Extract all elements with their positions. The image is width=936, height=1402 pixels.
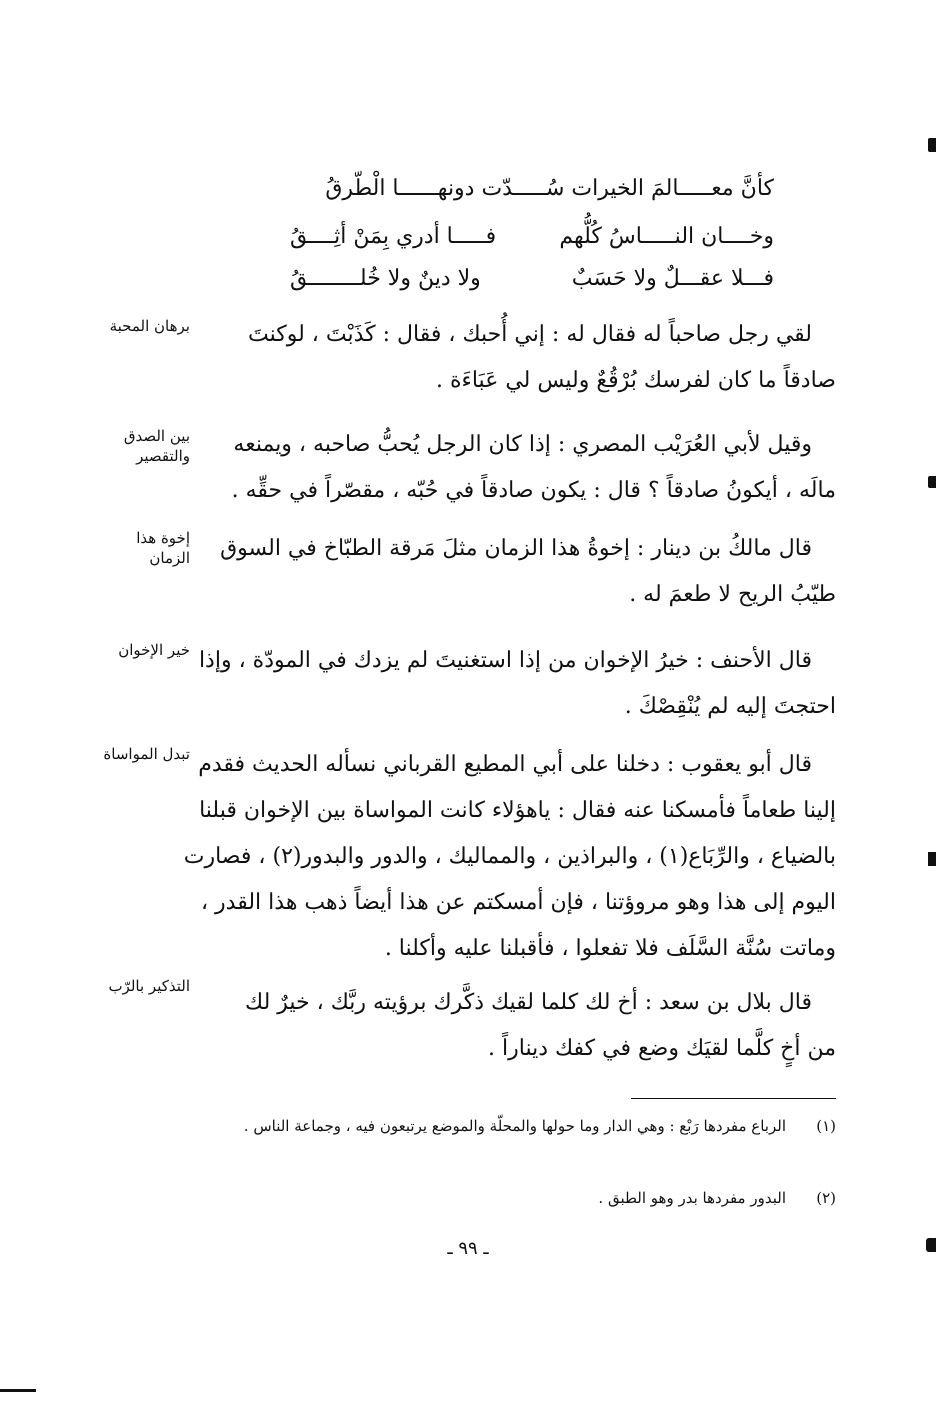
- side-note-change-of-sharing: [80, 744, 190, 764]
- paragraph-line: طيّبُ الريح لا طعمَ له .: [629, 582, 836, 607]
- paragraph-line: بالضياع ، والرِّبَاع(١) ، والبراذين ، والمماليك ، والدور والبدور(٢) ، فصارت: [183, 844, 836, 869]
- footnote-number: (٢): [816, 1189, 836, 1207]
- paragraph-line: صادقاً ما كان لفرسك بُرْقُعٌ وليس لي عَبَاءَة .: [436, 368, 836, 393]
- paragraph-line: قال مالكُ بن دينار : إخوةُ هذا الزمان مثلَ مَرقة الطبّاخ في السوق: [220, 536, 812, 561]
- side-note-love-proof: [80, 316, 190, 336]
- side-note-line: إخوة هذا: [136, 529, 190, 547]
- paragraph-line: وماتت سُنَّة السَّلَف فلا تفعلوا ، فأقبلنا عليه وأكلنا .: [384, 936, 836, 961]
- side-note-brothers-of-era: [80, 528, 190, 569]
- footnote-text: الرباع مفردها رَبْع : وهي الدار وما حولها والمحلّة والموضع يرتبعون فيه ، وجماعة الناس .: [243, 1117, 786, 1135]
- poem-line-1: كأنَّ معـــــالمَ الخيرات سُـــــدّت دونهــــــا الْطّرقُ: [325, 176, 774, 201]
- side-note-line: تبدل المواساة: [103, 745, 190, 763]
- poem-line-3-left: ولا دينٌ ولا خُلــــــــقُ: [290, 266, 481, 291]
- side-note-line: والتقصير: [136, 447, 190, 466]
- side-note-line: التذكير بالرّب: [108, 977, 190, 995]
- paragraph-line: اليوم إلى هذا وهو مروؤتنا ، فإن أمسكتم عن هذا أيضاً ذهب هذا القدر ،: [200, 890, 836, 915]
- poem-line-2-left: فـــــا أدري بِمَنْ أثِــــقُ: [290, 224, 497, 249]
- footnote-1: [208, 1112, 836, 1140]
- paragraph-love-proof: [211, 312, 836, 404]
- footnote-number: (١): [816, 1117, 836, 1135]
- paragraph-line: لقي رجل صاحباً له فقال له : إني أُحبك ، فقال : كَذَبْتَ ، لوكنتَ: [248, 322, 812, 347]
- edge-mark-top: [928, 138, 936, 152]
- paragraph-best-brothers: [198, 638, 836, 730]
- page-number: ـ ٩٩ ـ: [447, 1238, 489, 1259]
- paragraph-change-of-sharing: [183, 742, 836, 972]
- paragraph-line: وقيل لأبي العُرَيْب المصري : إذا كان الرجل يُحبُّ صاحبه ، ويمنعه: [233, 432, 812, 457]
- paragraph-line: قال بلال بن سعد : أخ لك كلما لقيك ذكَّرك برؤيته ربَّك ، خيرٌ لك: [245, 990, 812, 1015]
- paragraph-line: احتجتَ إليه لم يُنْقِصْكَ .: [624, 694, 836, 719]
- paragraph-line: مالَه ، أيكونُ صادقاً ؟ قال : يكون صادقاً في حُبّه ، مقصّراً في حقِّه .: [231, 478, 836, 503]
- paragraph-truth-shortcoming: [211, 422, 836, 514]
- paragraph-line: قال الأحنف : خيرُ الإخوان من إذا استغنيتَ لم يزدك في المودّة ، وإذا: [198, 648, 812, 673]
- poem-line-3-right: فـــلا عقـــلٌ ولا حَسَبٌ: [571, 266, 774, 291]
- paragraph-line: إلينا طعاماً فأمسكنا عنه فقال : ياهؤلاء كانت المواساة بين الإخوان قبلنا: [199, 798, 836, 823]
- side-note-line: برهان المحبة: [109, 317, 190, 335]
- poem-line-2-right: وخــــان النـــــاسُ كُلُّهم: [559, 224, 774, 249]
- side-note-line: الزمان: [149, 549, 190, 568]
- paragraph-line: من أخٍ كلَّما لقيَك وضع في كفك ديناراً .: [488, 1036, 836, 1061]
- edge-mark-middle: [928, 476, 936, 488]
- corner-stroke: [0, 1389, 36, 1392]
- edge-mark-lower: [928, 852, 936, 866]
- paragraph-line: قال أبو يعقوب : دخلنا على أبي المطيع القرباني نسأله الحديث فقدم: [198, 752, 812, 777]
- side-note-reminding-of-lord: [80, 976, 190, 996]
- footnote-text: البدور مفردها بدر وهو الطبق .: [598, 1189, 786, 1207]
- side-note-line: بين الصدق: [123, 427, 190, 445]
- paragraph-brothers-of-era: [211, 526, 836, 618]
- side-note-line: خير الإخوان: [118, 641, 190, 659]
- paragraph-reminding-of-lord: [211, 980, 836, 1072]
- footnote-divider: [631, 1098, 836, 1099]
- side-note-best-brothers: [80, 640, 190, 660]
- edge-mark-bottom: [926, 1238, 936, 1252]
- side-note-truth-shortcoming: [80, 426, 190, 467]
- footnote-2: [208, 1184, 836, 1212]
